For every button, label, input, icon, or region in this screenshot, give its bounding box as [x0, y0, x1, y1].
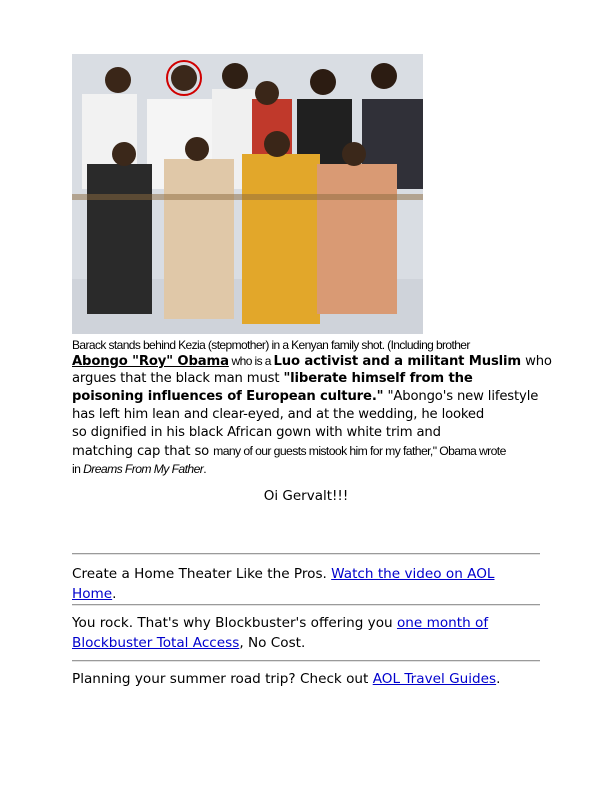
promo-blockbuster — [72, 613, 542, 653]
caption-text: in — [72, 462, 84, 476]
caption-line-3 — [72, 370, 542, 388]
divider — [72, 604, 540, 606]
caption-line-7 — [72, 442, 542, 460]
blockbuster-offer-link[interactable]: one month of — [396, 615, 489, 631]
caption-line-8 — [72, 460, 542, 478]
family-photo-illustration — [72, 54, 423, 334]
caption-bold-text: Luo activist and a militant Muslim — [273, 354, 522, 369]
caption-block — [72, 338, 552, 478]
caption-line-2 — [72, 352, 552, 370]
divider — [72, 553, 540, 555]
promo-text: , No Cost. — [239, 635, 306, 651]
watch-video-link[interactable]: Watch the video on AOL Home — [72, 566, 495, 602]
caption-text: who is a — [228, 354, 274, 368]
caption-bold-text: poisoning influences of European culture." — [72, 389, 384, 404]
caption-line-1: Barack stands behind Kezia (stepmother) in a Kenyan family shot. (Including brother — [72, 338, 470, 352]
caption-bold-text: "liberate himself from the — [283, 371, 473, 386]
caption-text: many of our guests mistook him for my father," Obama wrote — [213, 444, 506, 458]
family-photo — [72, 54, 423, 334]
promo-text: Planning your summer road trip? Check out — [72, 671, 373, 687]
front-row-people — [87, 131, 397, 324]
promo-text: You rock. That's why Blockbuster's offering you — [72, 615, 397, 631]
promo-travel — [72, 669, 542, 689]
travel-guides-link[interactable]: AOL Travel Guides — [372, 671, 497, 687]
promo-text: Create a Home Theater Like the Pros. — [72, 566, 332, 582]
caption-text: . — [203, 462, 206, 476]
shout-text: Oi Gervalt!!! — [263, 488, 349, 504]
blockbuster-offer-link[interactable]: Blockbuster Total Access — [72, 635, 240, 651]
name-abongo: Abongo "Roy" Obama — [72, 354, 229, 369]
promo-home-theater — [72, 564, 542, 604]
caption-line-4 — [72, 388, 542, 406]
caption-line-6: so dignified in his black African gown with white trim and — [72, 425, 441, 440]
promo-text: . — [112, 586, 117, 602]
caption-text: "Abongo's new lifestyle — [383, 389, 539, 404]
caption-text: who — [521, 354, 552, 369]
caption-text: matching cap that so — [72, 444, 214, 459]
book-title: Dreams From My Father — [83, 462, 204, 476]
divider — [72, 660, 540, 662]
promo-text: . — [496, 671, 501, 687]
caption-line-5: has left him lean and clear-eyed, and at the wedding, he looked — [72, 407, 485, 422]
caption-text: argues that the black man must — [72, 371, 284, 386]
